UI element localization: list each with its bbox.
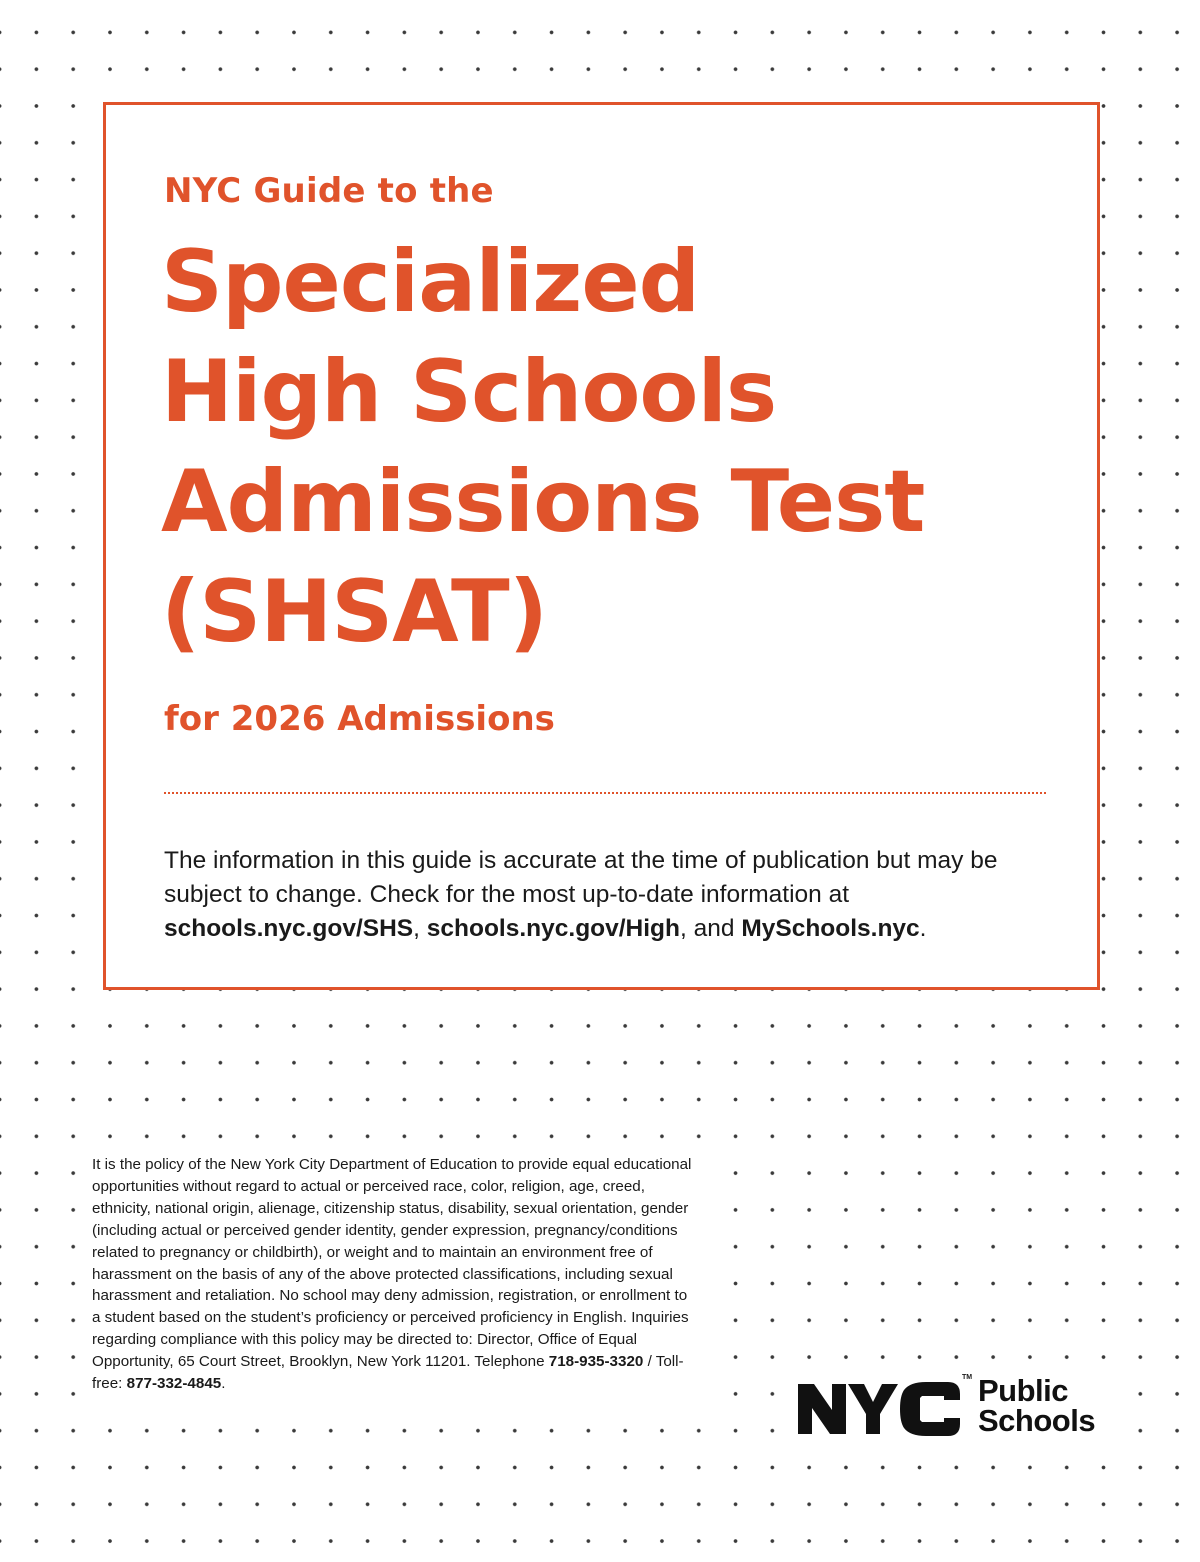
admissions-year: for 2026 Admissions	[164, 699, 555, 739]
title-line: Specialized	[161, 232, 700, 332]
trademark-symbol: TM	[962, 1374, 973, 1381]
tollfree-number: 877-332-4845	[126, 1375, 222, 1393]
title-line: High Schools	[161, 342, 777, 442]
link-high[interactable]: schools.nyc.gov/High	[426, 915, 680, 942]
info-paragraph	[164, 844, 1044, 946]
link-myschools[interactable]: MySchools.nyc	[741, 915, 920, 942]
logo-wordmark	[978, 1373, 1096, 1438]
period: .	[221, 1375, 226, 1393]
phone-number: 718-935-3320	[548, 1353, 644, 1371]
title-line: (SHSAT)	[161, 562, 548, 662]
policy-statement	[82, 1150, 702, 1401]
policy-text: It is the policy of the New York City Department of Education to provide equal educational opportunities without regard to actual or perceived race, color, religion, age, creed, ethnicity, national origin, alienage, citizenship status, disability, sexual orientation, gender (including actual or perceived gender identity, gender expression, pregnancy/conditions related to pregnancy or childbirth), or weight and to maintain an environment free of harassment on the basis of any of the above protected classifications, including sexual harassment and retaliation. No school may deny admission, registration, or enrollment to a student based on the student’s proficiency or perceived proficiency in English. Inquiries regarding compliance with this policy may be directed to: Director, Office of Equal Opportunity, 65 Court Street, Brooklyn, New York 11201. Telephone	[92, 1156, 692, 1371]
page-title	[161, 227, 924, 667]
guide-subtitle: NYC Guide to the	[164, 171, 494, 211]
info-text: The information in this guide is accurate at the time of publication but may be subject to change. Check for the most up-to-date information at	[164, 847, 998, 908]
separator: , and	[680, 915, 742, 942]
dotted-divider	[164, 792, 1046, 794]
nyc-logo-mark-icon	[798, 1380, 963, 1438]
title-line: Admissions Test	[161, 452, 925, 552]
link-shs[interactable]: schools.nyc.gov/SHS	[164, 915, 414, 942]
tollfree-label: / Toll-free:	[92, 1353, 684, 1393]
period: .	[919, 915, 927, 942]
logo-line-public: Public	[978, 1373, 1069, 1408]
separator: ,	[413, 915, 427, 942]
nyc-public-schools-logo	[796, 1372, 1121, 1444]
logo-line-schools: Schools	[978, 1403, 1096, 1438]
cover-box	[103, 102, 1100, 990]
